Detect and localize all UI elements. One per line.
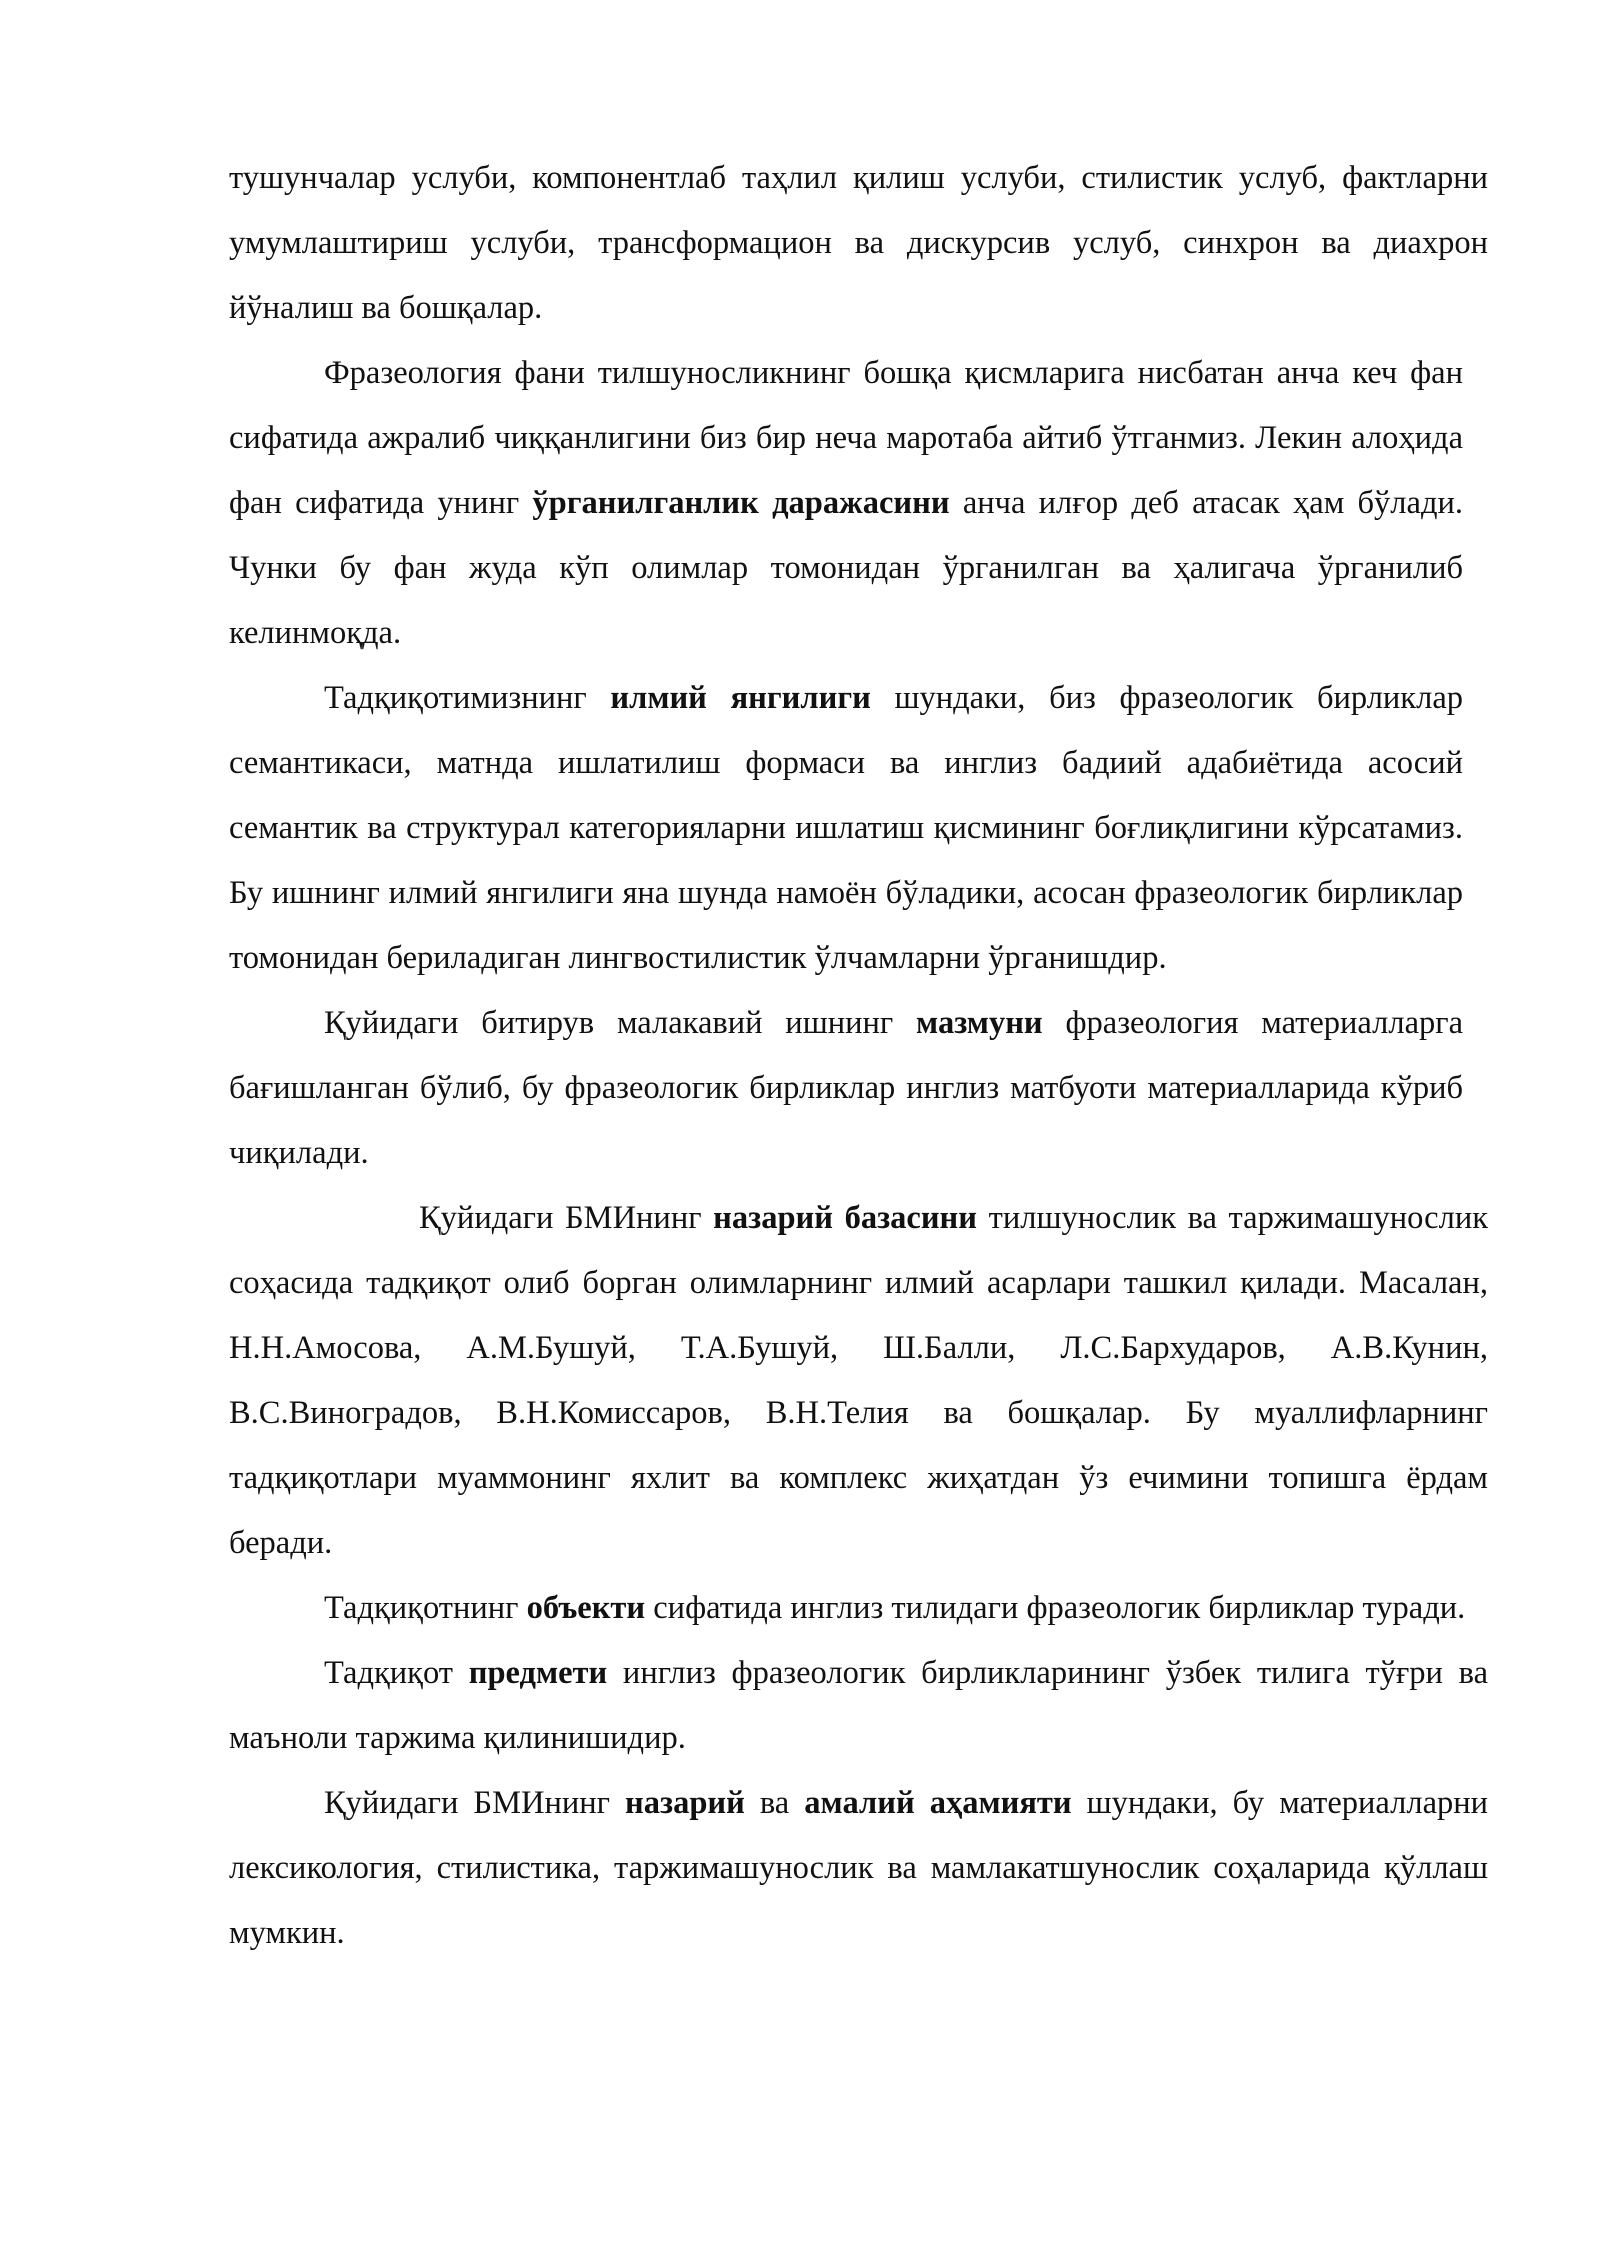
paragraph-significance [229, 1771, 1488, 1966]
paragraph-text: фразеология материалларга бағишланган бўлиб, бу фразеологик бирликлар инглиз матбуоти материалларида кўриб чиқилади. [229, 1005, 1463, 1171]
paragraph-text: Қуйидаги БМИнинг [324, 1785, 626, 1821]
paragraph-text: Тадқиқот [324, 1655, 469, 1691]
paragraph-subject [229, 1641, 1488, 1771]
paragraph-methods [229, 146, 1488, 341]
paragraph-text: Қуйидаги БМИнинг [419, 1200, 714, 1236]
paragraph-text: инглиз фразеологик бирликларининг ўзбек тилига тўғри ва маъноли таржима қилинишидир. [229, 1655, 1488, 1756]
paragraph-text: шундаки, биз фразеологик бирликлар семантикаси, матнда ишлатилиш формаси ва инглиз бадиий адабиётида асосий семантик ва структурал категорияларни ишлатиш қисмининг боғлиқлигини кўрсатамиз. Бу ишнинг илмий янгилиги яна шунда намоён бўладики, асосан фразеологик бирликлар томонидан бериладиган лингвостилистик ўлчамларни ўрганишдир. [229, 680, 1463, 976]
paragraph-text: шундаки, бу материалларни лексикология, стилистика, таржимашунослик ва мамлакатшунослик соҳаларида қўллаш мумкин. [229, 1785, 1489, 1951]
paragraph-scientific-novelty [229, 666, 1463, 991]
paragraph-text: тушунчалар услуби, компонентлаб таҳлил қилиш услуби, стилистик услуб, фактларни умумлаштириш услуби, трансформацион ва дискурсив услуб, синхрон ва диахрон йўналиш ва бошқалар. [229, 160, 1488, 326]
bold-term: амалий аҳамияти [804, 1785, 1072, 1821]
paragraph-theoretical-base [229, 1186, 1488, 1576]
bold-term: назарий [625, 1785, 745, 1821]
paragraph-text: Қуйидаги битирув малакавий ишнинг [324, 1005, 917, 1041]
paragraph-content [229, 991, 1463, 1186]
bold-term: ўрганилганлик даражасини [532, 485, 950, 521]
paragraph-text: тилшунослик ва таржимашунослик соҳасида тадқиқот олиб борган олимларнинг илмий асарлари ташкил қилади. Масалан, Н.Н.Амосова, А.М.Бушуй, Т.А.Бушуй, Ш.Балли, Л.С.Бархударов, А.В.Кунин, В.С.Виноградов, В.Н.Комиссаров, В.Н.Телия ва бошқалар. Бу муаллифларнинг тадқиқотлари муаммонинг яхлит ва комплекс жиҳатдан ўз ечимини топишга ёрдам беради. [229, 1200, 1489, 1561]
document-body [229, 146, 1488, 1966]
paragraph-text: Фразеология фани тилшуносликнинг бошқа қисмларига нисбатан анча кеч фан сифатида ажралиб чиққанлигини биз бир неча маротаба айтиб ўтганмиз. Лекин алоҳида фан сифатида унинг [229, 355, 1463, 521]
paragraph-phraseology-study [229, 341, 1463, 666]
paragraph-object [229, 1576, 1488, 1641]
bold-term: назарий базасини [713, 1200, 978, 1236]
paragraph-text: сифатида инглиз тилидаги фразеологик бирликлар туради. [645, 1590, 1466, 1626]
bold-term: мазмуни [916, 1005, 1043, 1041]
paragraph-text: Тадқиқотнинг [324, 1590, 527, 1626]
paragraph-text: анча илғор деб атасак ҳам бўлади. Чунки бу фан жуда кўп олимлар томонидан ўрганилган ва ҳалигача ўрганилиб келинмоқда. [229, 485, 1463, 651]
bold-term: предмети [468, 1655, 608, 1691]
paragraph-text: ва [744, 1785, 805, 1821]
paragraph-text: Тадқиқотимизнинг [324, 680, 611, 716]
bold-term: объекти [526, 1590, 646, 1626]
bold-term: илмий янгилиги [610, 680, 871, 716]
